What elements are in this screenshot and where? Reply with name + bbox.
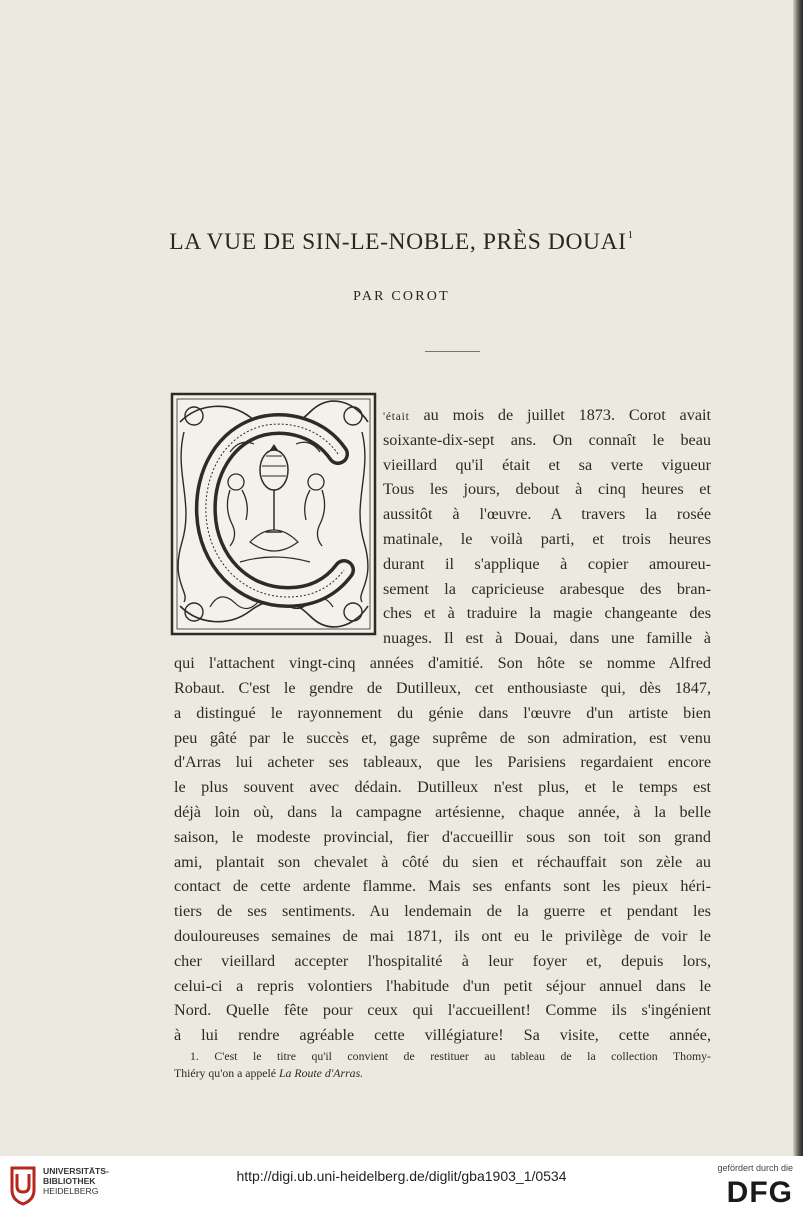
text-line-16: le plus souvent avec dédain. Dutilleux n'est plus, et le temps est	[174, 778, 711, 796]
text-line-14: peu gâté par le succès et, gage suprême de son admiration, est venu	[174, 729, 711, 747]
dfg-logo: DFG	[726, 1176, 793, 1209]
text-line-20: contact de cette ardente flamme. Mais ses enfants sont les pieux héri-	[174, 877, 711, 895]
text-line-17: déjà loin où, dans la campagne artésienne, chaque année, à la belle	[174, 803, 711, 821]
text-line-24: celui-ci a repris volontiers l'habitude d'un petit séjour annuel dans le	[174, 977, 711, 995]
library-name-line-1: UNIVERSITÄTS-	[43, 1166, 109, 1176]
text-line-5: aussitôt à l'œuvre. A travers la rosée	[383, 505, 711, 523]
library-name-line-2: BIBLIOTHEK	[43, 1176, 96, 1186]
footer-bar	[0, 1156, 803, 1214]
text-line-3: vieillard qu'il était et sa verte vigueur	[383, 456, 711, 474]
text-line-21: tiers de ses sentiments. Au lendemain de la guerre et pendant les	[174, 902, 711, 920]
footnote-line-2	[174, 1066, 363, 1081]
footnote-line-1: 1. C'est le titre qu'il convient de restituer au tableau de la collection Thomy-	[190, 1049, 711, 1063]
article-byline: PAR COROT	[353, 289, 450, 304]
text-line-8: sement la capricieuse arabesque des bran-	[383, 580, 711, 598]
article-title-text: LA VUE DE SIN-LE-NOBLE, PRÈS DOUAI	[169, 229, 627, 255]
text-line-15: d'Arras lui acheter ses tableaux, que les Parisiens regardaient encore	[174, 753, 711, 771]
text-line-13: a distingué le rayonnement du génie dans l'œuvre d'un artiste bien	[174, 704, 711, 722]
text-line-1	[383, 405, 711, 427]
permalink-url[interactable]: http://digi.ub.uni-heidelberg.de/diglit/gba1903_1/0534	[236, 1168, 567, 1184]
title-divider	[425, 351, 480, 352]
ornamental-initial-c	[170, 392, 377, 636]
title-footnote-marker: 1	[627, 229, 634, 241]
text-line-12: Robaut. C'est le gendre de Dutilleux, cet enthousiaste qui, dès 1847,	[174, 679, 711, 697]
text-line-18: saison, le modeste provincial, fier d'accueillir sous son toit son grand	[174, 828, 711, 846]
footnote-italic-title: La Route d'Arras.	[278, 1066, 364, 1080]
funding-note: gefördert durch die	[717, 1163, 793, 1173]
first-word: 'était	[383, 411, 410, 423]
text-line-25: Nord. Quelle fête pour ceux qui l'accueillent! Comme ils s'ingénient	[174, 1001, 711, 1019]
library-name-line-3: HEIDELBERG	[43, 1186, 99, 1196]
text-line-4: Tous les jours, debout à cinq heures et	[383, 480, 711, 498]
text-line-19: ami, plantait son chevalet à côté du sien et réchauffait son zèle au	[174, 853, 711, 871]
text-line-26: à lui rendre agréable cette villégiature! Sa visite, cette année,	[174, 1026, 711, 1044]
text-line-23: cher vieillard accepter l'hospitalité à leur foyer et, depuis lors,	[174, 952, 711, 970]
article-title	[0, 229, 803, 256]
page-edge-shadow	[793, 0, 803, 1156]
footnote-text: Thiéry qu'on a appelé	[174, 1066, 279, 1080]
text-line-2: soixante-dix-sept ans. On connaît le beau	[383, 431, 711, 449]
text-line-10: nuages. Il est à Douai, dans une famille à	[383, 629, 711, 647]
text-line-1-content: au mois de juillet 1873. Corot avait	[423, 406, 711, 424]
text-line-7: durant il s'applique à copier amoureu-	[383, 555, 711, 573]
text-line-11: qui l'attachent vingt-cinq années d'amitié. Son hôte se nomme Alfred	[174, 654, 711, 672]
text-line-6: matinale, le voilà parti, et trois heures	[383, 530, 711, 548]
text-line-22: douloureuses semaines de mai 1871, ils ont eu le privilège de voir le	[174, 927, 711, 945]
text-line-9: ches et à traduire la magie changeante des	[383, 604, 711, 622]
